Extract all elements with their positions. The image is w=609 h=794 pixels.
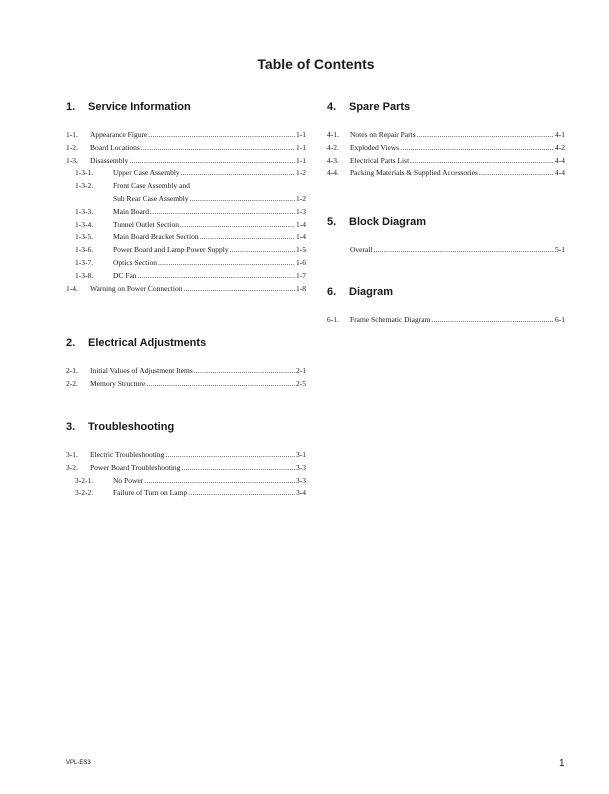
toc-entry[interactable] — [327, 244, 565, 257]
dot-leader — [194, 365, 295, 378]
footer-page-number: 1 — [559, 758, 565, 769]
section-title: Block Diagram — [349, 216, 427, 228]
entry-title: Exploded Views — [350, 142, 400, 152]
section-heading — [327, 285, 565, 299]
entry-number: 4-3. — [327, 155, 339, 165]
toc-subentry[interactable] — [66, 487, 306, 500]
entry-number: 1-3-6. — [75, 245, 94, 255]
section-heading — [66, 420, 306, 434]
toc-entry[interactable] — [327, 314, 565, 327]
toc-section-block-diagram — [327, 215, 565, 257]
entry-page: 1-6 — [296, 257, 306, 267]
entry-title: Board Locations — [90, 142, 140, 152]
entry-page: 1-7 — [296, 270, 306, 280]
section-title: Troubleshooting — [88, 421, 175, 433]
entry-title: Front Case Assembly and — [113, 181, 190, 191]
toc-entry[interactable] — [66, 283, 306, 296]
dot-leader — [181, 462, 295, 475]
dot-leader — [374, 244, 555, 257]
entry-title: DC Fan — [113, 270, 137, 280]
dot-leader — [165, 449, 295, 462]
entry-page: 4-2 — [555, 142, 565, 152]
toc-entry[interactable] — [66, 142, 306, 155]
toc-subentry[interactable] — [66, 270, 306, 283]
toc-section-service-information — [66, 100, 306, 295]
section-title: Service Information — [88, 101, 191, 113]
entry-number: 1-3. — [66, 155, 78, 165]
entry-number: 3-2-2. — [75, 488, 94, 498]
entry-page: 4-1 — [555, 130, 565, 139]
toc-subentry[interactable] — [66, 219, 306, 232]
toc-section-diagram — [327, 285, 565, 327]
entry-title: Packing Materials & Supplied Accessories — [350, 168, 478, 178]
toc-entry[interactable] — [66, 155, 306, 168]
entry-number: 3-1. — [66, 450, 78, 459]
entry-title: Initial Values of Adjustment Items — [90, 366, 193, 375]
entry-title: Disassembly — [90, 155, 129, 165]
section-heading — [327, 100, 565, 114]
entry-number: 1-3-8. — [75, 270, 94, 280]
toc-subentry[interactable] — [66, 475, 306, 488]
entry-number: 1-2. — [66, 142, 78, 152]
entry-page: 4-4 — [555, 168, 565, 178]
entry-page: 1-3 — [296, 206, 306, 216]
entry-title: Warning on Power Connection — [90, 283, 183, 293]
entry-page: 1-1 — [296, 142, 306, 152]
dot-leader — [138, 270, 295, 283]
entry-page: 3-1 — [296, 450, 306, 459]
entry-number: 1-3-3. — [75, 206, 94, 216]
toc-entry-list — [327, 314, 565, 327]
entry-page: 1-4 — [296, 219, 306, 229]
entry-number: 3-2-1. — [75, 475, 94, 485]
toc-section-troubleshooting — [66, 420, 306, 500]
entry-title: Optics Section — [113, 257, 157, 267]
dot-leader — [180, 219, 295, 232]
entry-page: 1-1 — [296, 155, 306, 165]
toc-entry-list — [66, 129, 306, 295]
section-number: 1. — [66, 101, 76, 113]
toc-entry[interactable] — [327, 167, 565, 180]
toc-entry-list — [327, 244, 565, 257]
toc-subentry[interactable] — [66, 206, 306, 219]
entry-page: 1-1 — [296, 130, 306, 139]
dot-leader — [230, 244, 295, 257]
section-number: 2. — [66, 337, 76, 349]
entry-page: 3-3 — [296, 475, 306, 485]
entry-title: Overall — [350, 245, 373, 254]
toc-subentry[interactable] — [66, 180, 306, 193]
dot-leader — [141, 142, 295, 155]
section-heading — [66, 100, 306, 114]
entry-page: 1-2 — [296, 193, 306, 203]
dot-leader — [181, 167, 295, 180]
section-number: 4. — [327, 101, 337, 113]
entry-number: 2-1. — [66, 366, 78, 375]
entry-number: 1-3-1. — [75, 168, 94, 178]
entry-number: 1-3-2. — [75, 181, 94, 191]
section-number: 6. — [327, 286, 337, 298]
section-title: Electrical Adjustments — [88, 337, 207, 349]
dot-leader — [431, 314, 554, 327]
toc-entry[interactable] — [327, 155, 565, 168]
dot-leader — [148, 129, 295, 142]
entry-title: Main Board Bracket Section — [113, 232, 199, 242]
entry-number: 3-2. — [66, 462, 78, 472]
dot-leader — [144, 475, 295, 488]
dot-leader — [410, 155, 554, 168]
dot-leader — [150, 206, 295, 219]
toc-subentry[interactable] — [66, 244, 306, 257]
entry-page: 6-1 — [555, 315, 565, 324]
dot-leader — [129, 155, 295, 168]
dot-leader — [400, 142, 554, 155]
entry-title: Notes on Repair Parts — [350, 130, 416, 139]
entry-page: 1-8 — [296, 283, 306, 293]
entry-title: Power Board Troubleshooting — [90, 462, 181, 472]
dot-leader — [190, 193, 295, 206]
entry-number: 4-1. — [327, 130, 339, 139]
entry-number: 1-1. — [66, 130, 78, 139]
entry-title: Failure of Turn on Lamp — [113, 488, 188, 498]
toc-entry-list — [327, 129, 565, 180]
entry-title: Power Board and Lamp Power Supply — [113, 245, 229, 255]
toc-subentry[interactable] — [66, 257, 306, 270]
toc-entry[interactable] — [66, 365, 306, 378]
entry-title: Electrical Parts List — [350, 155, 410, 165]
entry-title: Appearance Figure — [90, 130, 148, 139]
section-title: Diagram — [349, 286, 394, 298]
page-title: Table of Contents — [257, 56, 375, 72]
dot-leader — [158, 257, 295, 270]
entry-number: 1-3-5. — [75, 232, 94, 242]
entry-page: 1-5 — [296, 245, 306, 255]
toc-subentry[interactable] — [66, 167, 306, 180]
dot-leader — [417, 129, 554, 142]
entry-title: Main Board — [113, 206, 150, 216]
toc-subentry-continuation[interactable] — [66, 193, 306, 206]
entry-title: Sub Rear Case Assembly — [113, 193, 189, 203]
section-number: 3. — [66, 421, 76, 433]
entry-page: 1-2 — [296, 168, 306, 178]
entry-number: 1-3-4. — [75, 219, 94, 229]
entry-number: 2-2. — [66, 378, 78, 388]
entry-number: 4-2. — [327, 142, 339, 152]
entry-title: Electric Troubleshooting — [90, 450, 165, 459]
entry-title: Memory Structure — [90, 378, 146, 388]
toc-entry-list — [66, 449, 306, 500]
dot-leader — [200, 231, 295, 244]
entry-title: Upper Case Assembly — [113, 168, 180, 178]
section-number: 5. — [327, 216, 337, 228]
dot-leader — [479, 167, 554, 180]
entry-title: Tunnel Outlet Section — [113, 219, 179, 229]
toc-subentry[interactable] — [66, 231, 306, 244]
toc-entry[interactable] — [327, 142, 565, 155]
section-title: Spare Parts — [349, 101, 411, 113]
entry-title: No Power — [113, 475, 144, 485]
toc-section-spare-parts — [327, 100, 565, 180]
toc-entry[interactable] — [66, 449, 306, 462]
entry-number: 4-4. — [327, 168, 339, 178]
toc-section-electrical-adjustments — [66, 336, 306, 391]
entry-title: Frame Schematic Diagram — [350, 315, 431, 324]
entry-number: 1-3-7. — [75, 257, 94, 267]
toc-entry[interactable] — [327, 129, 565, 142]
footer-model-name: VPL-ES3 — [66, 760, 91, 766]
section-heading — [66, 336, 306, 350]
entry-page: 4-4 — [555, 155, 565, 165]
section-heading — [327, 215, 565, 229]
toc-entry[interactable] — [66, 129, 306, 142]
dot-leader — [184, 283, 295, 296]
entry-page: 1-4 — [296, 232, 306, 242]
toc-entry[interactable] — [66, 462, 306, 475]
entry-number: 1-4. — [66, 283, 78, 293]
dot-leader — [146, 378, 295, 391]
dot-leader — [188, 487, 295, 500]
entry-number: 6-1. — [327, 315, 339, 324]
entry-page: 2-5 — [296, 378, 306, 388]
entry-page: 5-1 — [555, 245, 565, 254]
entry-page: 2-1 — [296, 366, 306, 375]
entry-page: 3-3 — [296, 462, 306, 472]
toc-entry-list — [66, 365, 306, 391]
toc-entry[interactable] — [66, 378, 306, 391]
entry-page: 3-4 — [296, 488, 306, 498]
